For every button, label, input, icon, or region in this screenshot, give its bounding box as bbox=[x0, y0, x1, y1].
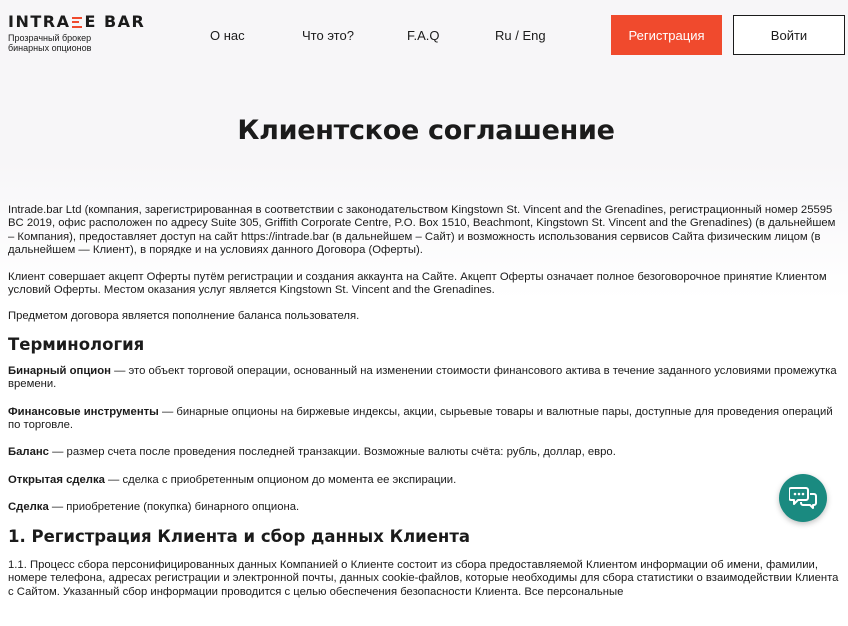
intro-paragraph-2: Клиент совершает акцепт Оферты путём регистрации и создания аккаунта на Сайте. Акцепт Оферты означает полное безоговорочное принятие Клиентом условий Оферты. Местом оказания услуг является Kingstown St. Vincent and the Grenadines. bbox=[8, 270, 827, 297]
term-definition: — это объект торговой операции, основанный на изменении стоимости финансового актива в течение заданного условиями промежутка времени. bbox=[8, 364, 837, 391]
page-title: Клиентское соглашение bbox=[237, 115, 615, 146]
chat-button[interactable] bbox=[779, 474, 827, 522]
logo[interactable] bbox=[8, 13, 145, 53]
term-definition: — размер счета после проведения последней транзакции. Возможные валюты счёта: рубль, доллар, евро. bbox=[48, 446, 616, 459]
chat-bubbles-icon bbox=[789, 485, 817, 511]
term-item bbox=[8, 501, 840, 514]
term-name: Баланс bbox=[8, 446, 49, 459]
logo-text-right: E BAR bbox=[84, 12, 146, 31]
term-item bbox=[8, 446, 840, 459]
section-1-heading: 1. Регистрация Клиента и сбор данных Клиента bbox=[8, 526, 471, 546]
register-button[interactable]: Регистрация bbox=[611, 15, 722, 55]
agreement-content bbox=[8, 204, 840, 599]
term-item bbox=[8, 365, 840, 392]
terminology-heading: Терминология bbox=[8, 334, 145, 354]
term-name: Финансовые инструменты bbox=[8, 405, 159, 418]
term-name: Сделка bbox=[8, 501, 49, 514]
login-button[interactable]: Войти bbox=[733, 15, 845, 55]
term-name: Открытая сделка bbox=[8, 473, 105, 486]
term-item bbox=[8, 474, 840, 487]
logo-d-mark-icon bbox=[71, 16, 83, 29]
term-definition: — приобретение (покупка) бинарного опциона. bbox=[48, 501, 300, 514]
nav-language[interactable]: Ru / Eng bbox=[495, 28, 546, 43]
logo-tagline: Прозрачный брокер бинарных опционов bbox=[8, 33, 92, 53]
term-definition: — бинарные опционы на биржевые индексы, акции, сырьевые товары и валютные пары, доступные для проведения операций по торговле. bbox=[8, 405, 833, 432]
intro-paragraph-3: Предметом договора является пополнение баланса пользователя. bbox=[8, 310, 360, 323]
section-1-paragraph: 1.1. Процесс сбора персонифицированных данных Компанией о Клиенте состоит из сбора предоставляемой Клиентом информации об имени, фамилии, номере телефона, адресах регистрации и электронной почты, данных cookie-файлов, которые необходимы для сбора статистики о взаимодействии Клиента с Сайтом. Указанный сбор информации проводится с целью обеспечения безопасности Клиента. Все персональные bbox=[8, 558, 839, 598]
term-definition: — сделка с приобретенным опционом до момента ее экспирации. bbox=[104, 473, 457, 486]
nav-what-is[interactable]: Что это? bbox=[302, 28, 354, 43]
site-header bbox=[0, 0, 848, 70]
nav-faq[interactable]: F.A.Q bbox=[407, 28, 440, 43]
logo-wordmark bbox=[8, 13, 145, 31]
nav-about[interactable]: О нас bbox=[210, 28, 245, 43]
term-name: Бинарный опцион bbox=[8, 364, 111, 377]
logo-text-left: INTRA bbox=[8, 12, 71, 31]
intro-paragraph-1: Intrade.bar Ltd (компания, зарегистрированная в соответствии с законодательством Kingstown St. Vincent and the Grenadines, регистрационный номер 25595 BC 2019, офис расположен по адресу Suite 305, Griffith Corporate Centre, P.O. Box 1510, Beachmont, Kingstown St. Vincent and the Grenadines) (в дальнейшем – Компания), предоставляет доступ на сайт https://intrade.bar (в дальнейшем – Сайт) и возможность использования сервисов Сайта физическим лицом (в дальнейшем — Клиент), в порядке и на условиях данного Договора (Оферты). bbox=[8, 204, 836, 257]
term-item bbox=[8, 406, 840, 433]
